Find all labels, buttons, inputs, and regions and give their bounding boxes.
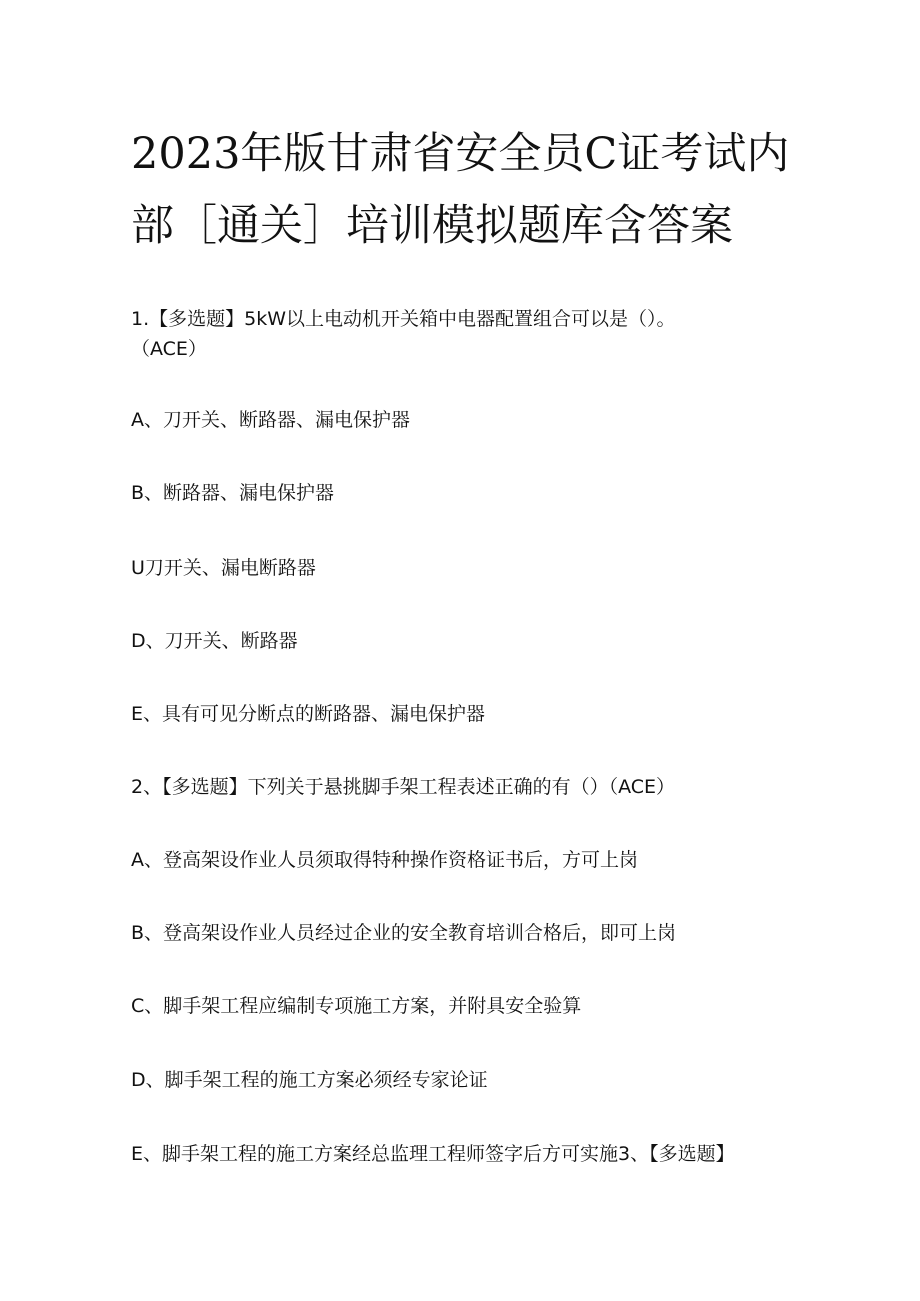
question-1-answer: （ACE） xyxy=(131,338,207,360)
question-2-option-c: C、脚手架工程应编制专项施工方案，并附具安全验算 xyxy=(131,995,582,1017)
question-2-option-b: B、登高架设作业人员经过企业的安全教育培训合格后，即可上岗 xyxy=(131,922,677,944)
document-title xyxy=(131,118,831,262)
question-1-option-b: B、断路器、漏电保护器 xyxy=(131,482,335,504)
question-1-option-c: U刀开关、漏电断路器 xyxy=(131,557,316,579)
question-2-option-e: E、脚手架工程的施工方案经总监理工程师签字后方可实施3、【多选题】 xyxy=(131,1143,735,1165)
question-1-option-e: E、具有可见分断点的断路器、漏电保护器 xyxy=(131,703,486,725)
title-line-1: 2023年版甘肃省安全员C证考试内 xyxy=(131,129,790,179)
question-1-option-a: A、刀开关、断路器、漏电保护器 xyxy=(131,409,410,431)
question-2-option-d: D、脚手架工程的施工方案必须经专家论证 xyxy=(131,1069,488,1091)
question-1-option-d: D、刀开关、断路器 xyxy=(131,630,298,652)
question-1-stem: 1.【多选题】5kW以上电动机开关箱中电器配置组合可以是（）。 xyxy=(131,308,676,330)
question-2-stem: 2、【多选题】下列关于悬挑脚手架工程表述正确的有（）（ACE） xyxy=(131,776,676,798)
title-line-2: 部［通关］培训模拟题库含答案 xyxy=(131,201,733,251)
question-2-option-a: A、登高架设作业人员须取得特种操作资格证书后，方可上岗 xyxy=(131,849,638,871)
